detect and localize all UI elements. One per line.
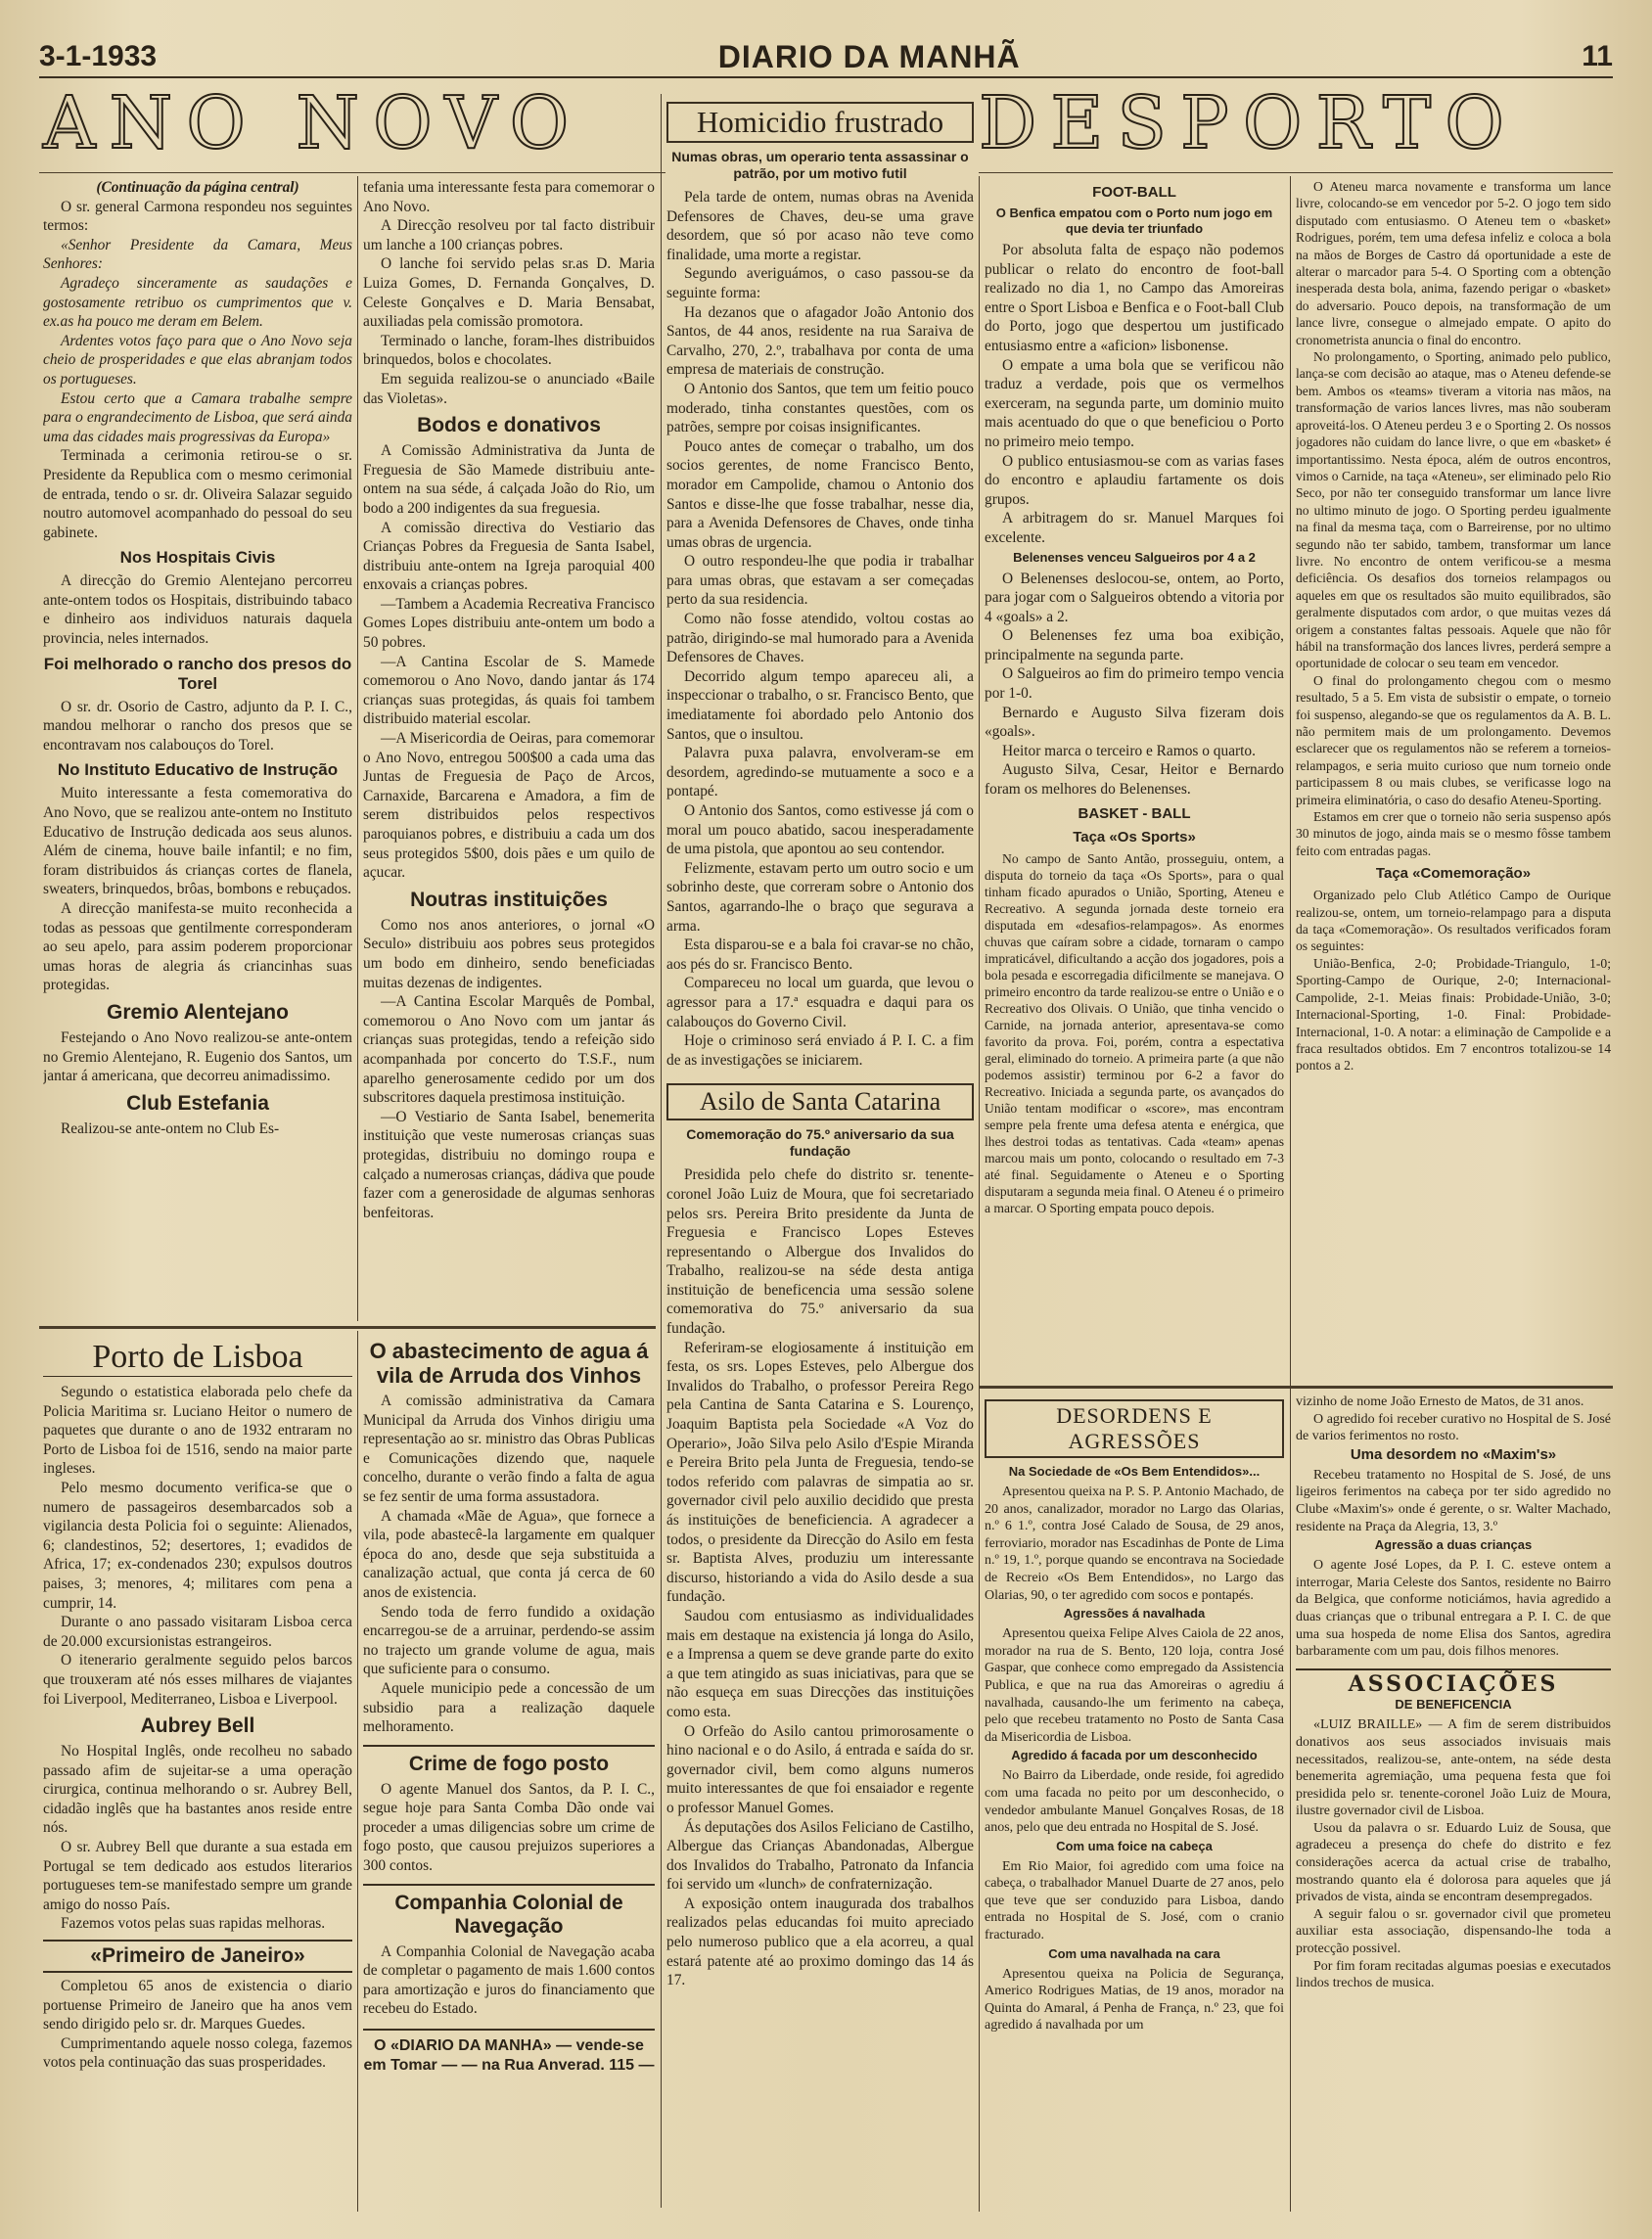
advertisement: O «DIARIO DA MANHA» — vende-se em Tomar — — na Rua Anverad. 115 —	[363, 2029, 655, 2076]
article-paragraph: Terminada a cerimonia retirou-se o sr. Presidente da Republica com o mesmo cerimonial de entrada, tendo o sr. dr. Oliveira Salazar seguido noutro automovel acompanhado do pessoal do seu gabinete.	[43, 447, 352, 541]
agua-headline: O abastecimento de agua á vila de Arruda dos Vinhos	[369, 1339, 649, 1388]
article-paragraph: Em seguida realizou-se o anunciado «Baile das Violetas».	[363, 370, 655, 407]
article-paragraph: Sendo toda de ferro fundido a oxidação encarregou-se de a arruinar, perdendo-se assim no trajecto um grande volume de agua, mais que suficiente para o consumo.	[363, 1603, 655, 1678]
article-paragraph: Heitor marca o terceiro e Ramos o quarto.	[1002, 742, 1256, 759]
article-paragraph: A Companhia Colonial de Navegação acaba de completar o pagamento de mais 1.600 contos para amortização e juros do financiamento que recebeu do Estado.	[363, 1942, 655, 2018]
article-paragraph: Apresentou queixa na Policia de Segurança, Americo Rodrigues Matias, de 19 anos, morador na Quinta do Amaral, á Penha de França, n.º 23, que foi agredido á navalhada por um	[985, 1966, 1284, 2033]
article-paragraph: O final do prolongamento chegou com o mesmo resultado, 5 a 5. Em vista de subsistir o empate, o torneio foi suspenso, alegando-se que os regulamentos da A. B. L. não permitem mais de um prolongamento. Devemos esclarecer que os regulamentos não se referem a torneios-relampagos, e seria muito curioso que num torneio onde participassem 8 ou mais clubes, se verificasse logo na primeira eliminatória, o caso do desafio Ateneu-Sporting.	[1296, 672, 1611, 807]
article-paragraph: Referiram-se elogiosamente á instituição em festa, os srs. Lopes Esteves, pelo Albergue dos Invalidos do Trabalho, o professor Pereira Rego pela Cantina de Santa Catarina e S. Lourenço, Joaquim Baptista pela Sociedade «A Voz do Operario», João Silva pelo Asilo d'Espie Miranda e Pereira Brito pela Junta de Freguesia, tendo-se todos referido com palavras de simpatia ao sr. governador civil pelo auxilio decidido que presta ás instituições de beneficiencia. A agradecer a todos, o presidente da Direcção do Asilo em festa sr. Baptista Alves, produziu um interessante discurso, historiando a vida do Asilo desde a sua fundação.	[666, 1339, 974, 1606]
subheading: Agressões á navalhada	[1063, 1606, 1206, 1622]
article-paragraph: No Hospital Inglês, onde recolheu no sabado passado afim de sujeitar-se a uma operação cirurgica, continua melhorando o sr. Aubrey Bell, cidadão inglês que ha bastantes anos reside entre nós.	[43, 1743, 352, 1837]
subheading: Com uma foice na cabeça	[1056, 1838, 1213, 1853]
subheading: Belenenses venceu Salgueiros por 4 a 2	[1013, 549, 1256, 565]
article-paragraph: O outro respondeu-lhe que podia ir trabalhar para umas obras, que estavam a ser começadas perto da sua residencia.	[666, 553, 974, 609]
newspaper-name: DIARIO DA MANHÃ	[717, 38, 1021, 74]
porto-headline: Porto de Lisboa	[43, 1339, 352, 1377]
divider	[979, 172, 1613, 173]
subheading: Foi melhorado o rancho dos presos do Torel	[43, 654, 352, 693]
article-paragraph: A comissão administrativa da Camara Municipal da Arruda dos Vinhos dirigiu uma representação ao sr. ministro das Obras Publicas e Comunicações dizendo que, naquele concelho, durante o verão findo a falta de agua se fez sentir de uma forma assustadora.	[363, 1393, 655, 1505]
subheading: FOOT-BALL	[1092, 184, 1176, 201]
article-paragraph: Compareceu no local um guarda, que levou o agressor para a 17.ª esquadra e daqui para os calabouços do Governo Civil.	[666, 975, 974, 1030]
subheading: Aubrey Bell	[140, 1714, 255, 1738]
article-paragraph: No prolongamento, o Sporting, animado pelo publico, lança-se com decisão ao ataque, mas o Ateneu defende-se bem. Ambos os «teams» tiveram a vitoria nas mãos, na transformação de varios lances livres, mas não souberam aproveitá-los. O Ateneu perdeu 3 e o Sporting 2. Os nossos jogadores não cuidam do lance livre, o que em «basket» é importantissimo. Nesta época, além de outros encontros, vimos o Carnide, na taça «Ateneu», ser eliminado pelo Rio Seco, por não ter conseguido transformar um lance livre no ultimo minuto de jogo. O Sporting perdeu igualmente na final da mesma taça, com o Barreirense, por no ultimo segundo não ter sabido, tambem, transformar um lance livre. No encontro de ontem verificou-se a mesma deficiência. Os desafios dos torneios relampagos ou aqueles em que os resultados são muito equilibrados, são geralmente disputados com ardor, o que muitas vezes dá origem a constantes faltas pessoais. Aquele que não fôr hábil na transformação dos lances livres, perderá sempre a oportunidade de colocar o seu team em vencedor.	[1296, 349, 1611, 671]
article-paragraph: O lanche foi servido pelas sr.as D. Maria Luiza Gomes, D. Fernanda Gonçalves, D. Celeste Gonçalves e D. Maria Bensabat, auxiliadas pela comissão promotora.	[363, 255, 655, 331]
article-paragraph: Augusto Silva, Cesar, Heitor e Bernardo foram os melhores do Belenenses.	[985, 761, 1284, 799]
ano-novo-column-1	[43, 178, 352, 1321]
article-paragraph: Terminado o lanche, foram-lhes distribuidos brinquedos, bolos e chocolates.	[363, 332, 655, 369]
article-paragraph: O agente José Lopes, da P. I. C. esteve ontem a interrogar, Maria Celeste dos Santos, residente no Bairro da Belgica, que conforme noticiámos, havia agredido a duas crianças que o tribunal entregara a P. I. C. de que uma sua hospeda de nome Elisa dos Santos, agredira barbaramente com um pau, dois filhos menores.	[1296, 1558, 1611, 1660]
article-paragraph: A comissão directiva do Vestiario das Crianças Pobres da Freguesia de Santa Isabel, distribuiu ante-ontem na Igreja paroquial 400 enxovais a crianças pobres.	[363, 519, 655, 594]
article-paragraph: Aquele municipio pede a concessão de um subsidio para a realização daquele melhoramento.	[363, 1679, 655, 1736]
article-paragraph: O empate a uma bola que se verificou não traduz a verdade, pois que os vermelhos exerceram, na segunda parte, um dominio muito mais acentuado do que o que beneficiou o Porto no primeiro meio tempo.	[985, 356, 1284, 450]
article-paragraph: A exposição ontem inaugurada dos trabalhos realizados pelas educandas foi muito apreciado pelo numeroso publico que a ela acorreu, a qual estará patente até ao proximo domingo das 14 ás 17.	[666, 1895, 974, 1989]
article-paragraph: Muito interessante a festa comemorativa do Ano Novo, que se realizou ante-ontem no Instituto Educativo de Instrução dedicada aos seus alunos. Além de cinema, houve baile infantil; e no fim, foram distribuidos ás crianças cortes de flanela, sweaters, brinquedos, brôas, bombons e rebuçados.	[43, 785, 352, 898]
article-paragraph: Como nos anos anteriores, o jornal «O Seculo» distribuiu aos pobres seus protegidos um bodo em dinheiro, sendo beneficiadas muitas dezenas de indigentes.	[363, 916, 655, 991]
article-paragraph: No Bairro da Liberdade, onde reside, foi agredido com uma facada no peito por um desconhecido, o vendedor ambulante Manuel Gonçalves Rosas, de 18 anos, pelo que deu entrada no Hospital de S. José.	[985, 1768, 1284, 1836]
article-paragraph: Realizou-se ante-ontem no Club Es-	[61, 1120, 280, 1137]
associacoes-column	[1296, 1394, 1611, 2210]
article-paragraph: Decorrido algum tempo apareceu ali, a inspeccionar o trabalho, o sr. Francisco Bento, que imediatamente foi abordado pelo Antonio dos Santos, que o insultou.	[666, 667, 974, 743]
article-paragraph: Ardentes votos faço para que o Ano Novo seja cheio de prosperidades e que elas abranjam todos os portugueses.	[43, 332, 352, 388]
article-paragraph: Festejando o Ano Novo realizou-se ante-ontem no Gremio Alentejano, R. Eugenio dos Santos, um jantar á americana, que decorreu animadissimo.	[43, 1028, 352, 1085]
article-paragraph: Completou 65 anos de existencia o diario portuense Primeiro de Janeiro que ha anos vem sendo dirigido pelo sr. dr. Marques Guedes.	[43, 1978, 352, 2033]
article-paragraph: A Direcção resolveu por tal facto distribuir um lanche a 100 crianças pobres.	[363, 217, 655, 253]
article-paragraph: No campo de Santo Antão, prosseguiu, ontem, a disputa do torneio da taça «Os Sports», para o qual tinham ficado apurados o União, Sporting, Ateneu e Recreativo. A segunda jornada deste torneio era disputada em «desafios-relampagos». As enormes chuvas que caíram sobre a cidade, tornaram o campo impraticável, dificultando a acção dos jogadores, pois a bola pesada e escorregadia dificilmente se manejava. O primeiro encontro da tarde realizou-se entre o União e o Recreativo dos Olivais. O União, que tinha vencido o Carnide, na jornada anterior, apresentava-se como favorito da prova. Foi, porém, contra a espectativa geral, eliminado do torneio. A primeira parte (a que não podemos assistir) terminou por 6-2 a favor do Recreativo. Iniciada a segunda parte, os avançados do União tentam modificar o «score», mas encontram sempre pela frente uma defesa atenta e enérgica, que lhes destroi todas as tentativas. Cada «team» apenas marcou mais um ponto, colocando o resultado em 7-3 até final. Seguidamente o Ateneu e o Sporting disputaram a segunda meia final. O Ateneu é o primeiro a marcar. O Sporting empata pouco depois.	[985, 850, 1284, 1215]
article-paragraph: O Belenenses deslocou-se, ontem, ao Porto, para jogar com o Salgueiros obtendo a vitoria por 4 «goals» a 2.	[985, 570, 1284, 625]
article-paragraph: vizinho de nome João Ernesto de Matos, de 31 anos.	[1296, 1394, 1584, 1409]
article-paragraph: Cumprimentando aquele nosso colega, fazemos votos pela continuação das suas prosperidades.	[43, 2034, 352, 2072]
article-paragraph: Apresentou queixa Felipe Alves Caiola de 22 anos, morador na rua de S. Bento, 120 loja, contra José Gaspar, que conhece como empregado da Assistencia Publica, e que na rua das Amoreiras o agrediu á navalhada, causando-lhe um ferimento na cabeça, pelo que recebeu tratamento no Posto de Santa Casa da Misericordia de Lisboa.	[985, 1626, 1284, 1745]
subheading: Noutras instituições	[410, 888, 608, 911]
subtitle: O Benfica empatou com o Porto num jogo em que devia ter triunfado	[995, 206, 1273, 236]
asilo-headline: Asilo de Santa Catarina	[666, 1083, 974, 1120]
subheading: No Instituto Educativo de Instrução	[57, 760, 339, 780]
desporto-column-2	[1296, 178, 1611, 1382]
subtitle: Comemoração do 75.º aniversario da sua fundação	[686, 1126, 954, 1160]
article-paragraph: «LUIZ BRAILLE» — A fim de serem distribuidos donativos aos seus associados invisuais mais necessitados, realizou-se, ante-ontem, na séde desta benemerita agremiação, uma pequena festa que foi presidida pelo sr. tenente-coronel João Luiz de Moura, ilustre governador civil de Lisboa.	[1296, 1717, 1611, 1819]
article-paragraph: O sr. general Carmona respondeu nos seguintes termos:	[43, 198, 352, 235]
issue-date: 3-1-1933	[39, 40, 158, 72]
article-paragraph: Por absoluta falta de espaço não podemos publicar o relato do encontro de foot-ball realizado no dia 1, no Campo das Amoreiras entre o Sport Lisboa e Benfica e o Foot-ball Club do Porto, jogo que despertou um justificado entusiasmo entre a «aficion» lisbonense.	[985, 242, 1284, 354]
article-paragraph: Em Rio Maior, foi agredido com uma foice na cabeça, o trabalhador Manuel Duarte de 27 anos, pelo que teve que ser conduzido para Lisboa, dando entrada no Hospital de S. José, com o cranio fracturado.	[985, 1858, 1284, 1943]
article-paragraph: O Antonio dos Santos, que tem um feitio pouco moderado, tinha constantes questões, com os patrões, sempre por coisas insignificantes.	[666, 380, 974, 436]
article-paragraph: O sr. dr. Osorio de Castro, adjunto da P. I. C., mandou melhorar o rancho dos presos que se encontravam nos calabouços do Torel.	[43, 698, 352, 754]
subheading: Uma desordem no «Maxim's»	[1350, 1445, 1557, 1463]
masthead	[39, 37, 1613, 78]
article-paragraph: Apresentou queixa na P. S. P. Antonio Machado, de 20 anos, canalizador, morador no Largo das Olarias, n.º 6 1.º, contra José Calado de Sousa, de 29 anos, ferroviario, morador nas Escadinhas de Ponte de Lima n.º 19, 1.º, porque quando se encontrava na Sociedade de Recreio «Os Bem Entendidos», no Largo das Olarias, 90, o ter agredido com socos e pontapés.	[985, 1485, 1284, 1603]
desporto-column-1	[985, 178, 1284, 1382]
article-paragraph: A Comissão Administrativa da Junta de Freguesia de São Mamede distribuiu ante-ontem na sua séde, á calçada João do Rio, um bodo a 200 indigentes da sua freguesia.	[363, 442, 655, 517]
article-paragraph: Estamos em crer que o torneio não seria suspenso após 30 minutos de jogo, ainda mais se o mesmo fôsse tambem feito com entradas pagas.	[1296, 809, 1611, 858]
column-rule	[357, 1331, 358, 2212]
article-paragraph: Por fim foram recitadas algumas poesias e executados lindos trechos de musica.	[1296, 1958, 1611, 1991]
page-number: 11	[1582, 40, 1613, 72]
article-paragraph: Agradeço sinceramente as saudações e gostosamente retribuo os cumprimentos que v. ex.as ha pouco me deram em Belem.	[43, 274, 352, 331]
article-paragraph: Estou certo que a Camara trabalhe sempre para o engrandecimento de Lisboa, que será ainda uma das cidades mais progressivas da Europa»	[43, 389, 352, 445]
homicidio-column	[666, 96, 974, 2210]
subheading: Taça «Os Sports»	[1073, 828, 1196, 845]
article-paragraph: —A Misericordia de Oeiras, para comemorar o Ano Novo, entregou 500$00 a cada uma das Juntas de Freguesia de Paço de Arcos, Carnaxide, Barcarena e Amadora, a fim de serem distribuidos pelos respectivos paroquianos pobres, e distribuiu a cada um dos seus protegidos 5$00, dois pães e um quilo de açucar.	[363, 730, 655, 882]
article-paragraph: O agredido foi receber curativo no Hospital de S. José de varios ferimentos no rosto.	[1296, 1411, 1611, 1444]
article-paragraph: A chamada «Mãe de Agua», que fornece a vila, pode abastecê-la largamente em qualquer época do ano, desde que seja substituida a canalização actual, que conta já cerca de 60 anos de existencia.	[363, 1507, 655, 1601]
column-rule	[979, 176, 980, 2212]
column-rule	[357, 176, 358, 1321]
article-paragraph: Segundo averiguámos, o caso passou-se da seguinte forma:	[666, 265, 974, 301]
desporto-headline: DESPORTO	[979, 81, 1518, 165]
agua-column	[363, 1333, 655, 2214]
article-paragraph: Pelo mesmo documento verifica-se que o numero de passageiros desembarcados sob a vigilancia desta Policia foi o seguinte: Alienados, 6; clandestinos, 52; desertores, 1; evadidos de Africa, 17; ex-condenados 230; expulsos doutros paises, 3; menores, 4; militares com pena a cumprir, 14.	[43, 1479, 352, 1612]
article-paragraph: Durante o ano passado visitaram Lisboa cerca de 20.000 excursionistas estrangeiros.	[43, 1614, 352, 1650]
article-paragraph: Segundo o estatistica elaborada pelo chefe da Policia Maritima sr. Luciano Heitor o numero de paquetes que durante o ano de 1932 entraram no Porto de Lisboa foi de 1516, sendo na maior parte ingleses.	[43, 1384, 352, 1478]
article-paragraph: A direcção manifesta-se muito reconhecida a todas as pessoas que gentilmente corresponderam ao seu apelo, para assim poderem proporcionar umas horas de alegria ás criancinhas suas protegidas.	[43, 900, 352, 994]
article-paragraph: —O Vestiario de Santa Isabel, benemerita instituição que veste numerosas crianças suas protegidas, distribuiu no domingo roupa e calçado a numerosas crianças, dádiva que poude fazer com a generosidade de algumas senhoras benfeitoras.	[363, 1108, 655, 1221]
subheading: Na Sociedade de «Os Bem Entendidos»...	[1008, 1464, 1261, 1479]
article-paragraph: O Belenenses fez uma boa exibição, principalmente na segunda parte.	[985, 627, 1284, 663]
article-paragraph: «Senhor Presidente da Camara, Meus Senhores:	[43, 236, 352, 273]
article-paragraph: —Tambem a Academia Recreativa Francisco Gomes Lopes distribuiu ante-ontem um bodo a 50 pobres.	[363, 595, 655, 652]
article-paragraph: Usou da palavra o sr. Eduardo Luiz de Sousa, que agradeceu a presença do chefe do distrito e fez considerações acerca da actual crise de trabalho, mostrando quanto ela é dolorosa para aqueles que já privados de vista, ainda se encontram desempregados.	[1296, 1820, 1611, 1905]
subheading: «Primeiro de Janeiro»	[43, 1940, 352, 1973]
article-paragraph: A seguir falou o sr. governador civil que prometeu auxiliar esta associação, dispensando-lhe toda a protecção possivel.	[1296, 1906, 1611, 1957]
article-paragraph: O sr. Aubrey Bell que durante a sua estada em Portugal se tem dedicado aos estudos literarios portugueses tem-se manifestado sempre um grande amigo do nosso País.	[43, 1839, 352, 1913]
associacoes-headline: ASSOCIAÇÕES	[1296, 1668, 1611, 1694]
article-paragraph: Hoje o criminoso será enviado á P. I. C. a fim de as investigações se iniciarem.	[666, 1032, 974, 1069]
article-paragraph: A arbitragem do sr. Manuel Marques foi excelente.	[985, 510, 1284, 546]
article-paragraph: O Salgueiros ao fim do primeiro tempo vencia por 1-0.	[985, 665, 1284, 703]
column-rule	[661, 94, 662, 2208]
homicidio-headline: Homicidio frustrado	[666, 102, 974, 143]
article-paragraph: Fazemos votos pelas suas rapidas melhoras.	[61, 1915, 326, 1933]
column-rule	[1290, 176, 1291, 2212]
subheading: Taça «Comemoração»	[1375, 865, 1532, 883]
subheading: Com uma navalhada na cara	[1048, 1945, 1220, 1961]
article-paragraph: tefania uma interessante festa para comemorar o Ano Novo.	[363, 179, 655, 215]
article-paragraph: O Orfeão do Asilo cantou primorosamente o hino nacional e o do Asilo, á entrada e saída do sr. governador civil, bem como alguns numeros muito interessantes de que foi ensaiador e regente o professor Manuel Gomes.	[666, 1722, 974, 1816]
desordens-headline: DESORDENS E AGRESSÕES	[985, 1399, 1284, 1458]
article-paragraph: Pouco antes de começar o trabalho, um dos socios gerentes, de nome Francisco Bento, morador em Campolide, chamou o Antonio dos Santos e disse-lhe que fosse trabalhar, nesse dia, para a Avenida Defensores de Chaves, onde tinha umas obras de urgencia.	[666, 437, 974, 551]
article-paragraph: O agente Manuel dos Santos, da P. I. C., segue hoje para Santa Comba Dão onde vai proceder a umas diligencias sobre um crime de fogo posto, que causou prejuizos superiores a 300 contos.	[363, 1780, 655, 1875]
article-paragraph: Presidida pelo chefe do distrito sr. tenente-coronel João Luiz de Moura, que foi secretariado pelos srs. Pereira Brito presidente da Junta de Freguesia e Francisco Lopes Esteves representando o Albergue dos Invalidos do Trabalho, realizou-se na séde desta antiga instituição de beneficencia uma sessão solene comemorativa do 75.º aniversario da sua fundação.	[666, 1166, 974, 1338]
article-paragraph: Ás deputações dos Asilos Feliciano de Castilho, Albergue das Crianças Abandonadas, Albergue dos Invalidos do Trabalho, Patronato da Infancia foi servido um «lunch» de confraternização.	[666, 1818, 974, 1894]
article-paragraph: —A Cantina Escolar Marquês de Pombal, comemorou o Ano Novo com um jantar ás crianças suas protegidas, tendo a refeição sido acompanhada por concerto do T.S.F., num aparelho generosamente cedido por um dos subscritores daquela prestimosa instituição.	[363, 993, 655, 1107]
section-divider	[39, 1326, 656, 1329]
article-paragraph: —A Cantina Escolar de S. Mamede comemorou o Ano Novo, dando jantar ás 174 crianças suas protegidas, ás quais foi tambem distribuido material escolar.	[363, 653, 655, 728]
article-paragraph: O Ateneu marca novamente e transforma um lance livre, colocando-se em vencedor por 5-2. O jogo tem sido disputado com entusiasmo. O Ateneu tem o «basket» Rodrigues, porém, tem uma defesa infeliz e coloca a bola na mãos de Borges de Castro dá oportunidade a este de alterar o marcador para 5-4. O Sporting com a obtenção inesperada desta bola, anima, fazendo perigar o «basket» do adversario. Pouco depois, na transformação de um lance livre, consegue o almejado empate. O apito do cronometrista anuncia o final do encontro.	[1296, 179, 1611, 347]
subheading: Companhia Colonial de Navegação	[363, 1884, 655, 1939]
ano-novo-headline: ANO NOVO	[43, 81, 583, 165]
article-paragraph: A direcção do Gremio Alentejano percorreu ante-ontem todos os Hospitais, distribuindo tabaco e dinheiro aos individuos naturais daquela provincia, neles internados.	[43, 572, 352, 648]
subheading: Gremio Alentejano	[107, 1000, 289, 1024]
article-paragraph: O publico entusiasmou-se com as varias fases do encontro e aplaudiu fartamente os dois grupos.	[985, 452, 1284, 508]
article-paragraph: Saudou com entusiasmo as individualidades mais em destaque na existencia já longa do Asilo, e a Imprensa a quem se deve grande parte do exito a que tem atingido as suas iniciativas, para que se não esqueça em suas Direcções das instituições como esta.	[666, 1607, 974, 1720]
article-paragraph: Palavra puxa palavra, envolveram-se em desordem, agredindo-se mutuamente a soco e a pontapé.	[666, 745, 974, 800]
subheading: Agressão a duas crianças	[1374, 1537, 1533, 1553]
subheading: Agredido á facada por um desconhecido	[1011, 1748, 1258, 1763]
ano-novo-column-2	[363, 178, 655, 1321]
article-paragraph: Como não fosse atendido, voltou costas ao patrão, dirigindo-se mal humorado para a Avenida Defensores de Chaves.	[666, 611, 974, 666]
subheading: Nos Hospitais Civis	[119, 548, 276, 568]
porto-column	[43, 1333, 352, 2214]
article-paragraph: Felizmente, estavam perto um outro socio e um sobrinho deste, que correram sobre o Antonio dos Santos, agarrando-lhe o braço que segurava a arma.	[666, 859, 974, 935]
divider	[39, 172, 665, 173]
subtitle: Numas obras, um operario tenta assassinar o patrão, por um motivo futil	[671, 149, 969, 181]
article-paragraph: União-Benfica, 2-0; Probidade-Triangulo, 1-0; Sporting-Campo de Ourique, 2-0; Internacional-Campolide, 2-1. Meias finais: Probidade-União, 3-0; Internacional-Sporting, 1-0. Final: Probidade-Internacional, 1-0. A notar: a eliminação de Campolide e a fraca resultados obtidos. Em 7 encontros totalizou-se 14 pontos a 2.	[1296, 955, 1611, 1074]
section-divider	[979, 1386, 1613, 1389]
subheading: BASKET - BALL	[1078, 804, 1191, 822]
article-paragraph: Esta disparou-se e a bala foi cravar-se no chão, aos pés do sr. Francisco Bento.	[666, 937, 974, 973]
subheading: Club Estefania	[126, 1091, 269, 1115]
subheading: Crime de fogo posto	[363, 1745, 655, 1776]
article-paragraph: O Antonio dos Santos, como estivesse já com o moral um pouco abatido, sacou inesperadamente de uma pistola, que apontou ao seu contendor.	[666, 802, 974, 858]
article-paragraph: O itenerario geralmente seguido pelos barcos que trouxeram até nós esses milhares de viajantes foi Liverpool, Mediterraneo, Lisboa e Liverpool.	[43, 1652, 352, 1708]
article-paragraph: Ha dezanos que o afagador João Antonio dos Santos, de 44 anos, residente na rua Saraiva de Carvalho, 270, 2.º, trabalhava por conta de uma empresa de materiais de construção.	[666, 303, 974, 379]
subheading: Bodos e donativos	[417, 414, 601, 437]
subtitle: DE BENEFICENCIA	[1395, 1697, 1512, 1713]
article-paragraph: Bernardo e Augusto Silva fizeram dois «goals».	[985, 704, 1284, 741]
article-paragraph: Organizado pelo Club Atlético Campo de Ourique realizou-se, ontem, um torneio-relampago para a disputa da taça «Comemoração». Os resultados verificados foram os seguintes:	[1296, 888, 1611, 954]
desordens-column	[985, 1394, 1284, 2210]
article-paragraph: Recebeu tratamento no Hospital de S. José, de uns ligeiros ferimentos na cabeça por ter sido agredido no Clube «Maxim's» onde é gerente, o sr. Walter Machado, residente na Praça da Alegria, 13, 3.º	[1296, 1467, 1611, 1534]
continuation-note: (Continuação da página central)	[96, 179, 299, 196]
article-paragraph: Pela tarde de ontem, numas obras na Avenida Defensores de Chaves, deu-se uma grave desordem, que só por acaso não teve como finalidade, uma morte a registar.	[666, 189, 974, 263]
